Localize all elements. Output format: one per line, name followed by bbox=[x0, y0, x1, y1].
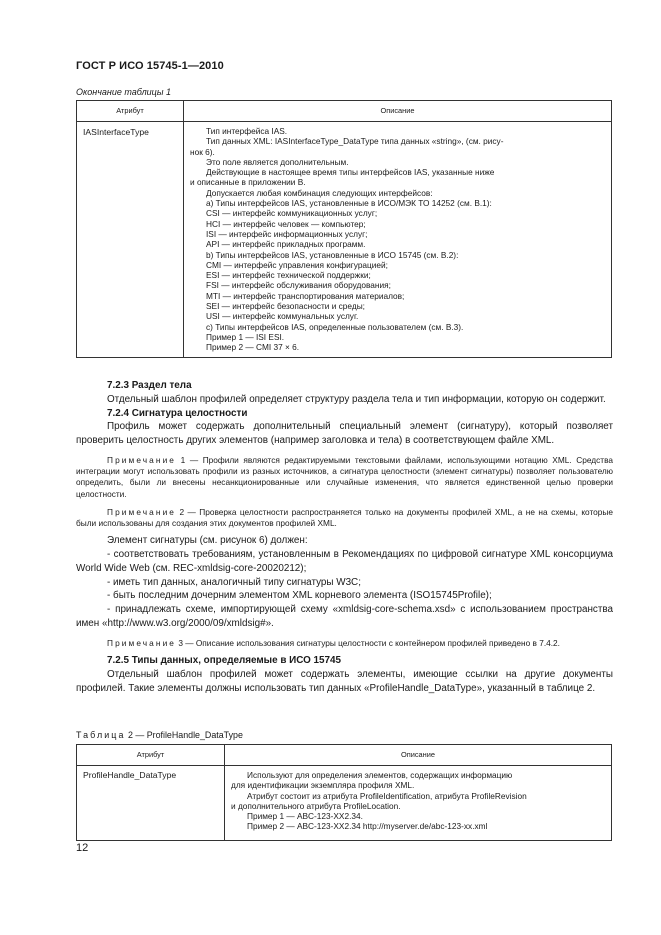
standard-header: ГОСТ Р ИСО 15745-1—2010 bbox=[76, 60, 224, 72]
table2-desc-cell bbox=[225, 766, 612, 841]
desc-line: Пример 1 — ISI ESI. bbox=[206, 331, 285, 342]
section-7-2-3-to-7-2-5 bbox=[76, 379, 613, 695]
note-text: 2 — Проверка целостности распространяется только на документы профилей XML, а не на схемы, которые были использованы для создания этих документов профилей XML. bbox=[76, 506, 613, 528]
section-heading-7-2-5: 7.2.5 Типы данных, определяемые в ИСО 15745 bbox=[107, 654, 342, 666]
note-3 bbox=[76, 638, 613, 649]
desc-line: HCI — интерфейс человек — компьютер; bbox=[206, 218, 366, 229]
list-item: - быть последним дочерним элементом XML корневого элемента (ISO15745Profile); bbox=[107, 590, 492, 602]
desc-line: Пример 2 — CMI 37 × 6. bbox=[206, 342, 300, 353]
desc-line: FSI — интерфейс обслуживания оборудования; bbox=[206, 280, 391, 291]
note-text: 3 — Описание использования сигнатуры целостности с контейнером профилей приведено в 7.4.2. bbox=[176, 637, 560, 648]
note-1 bbox=[76, 455, 613, 500]
desc-line: b) Типы интерфейсов IAS, установленные в ИСО 15745 (см. B.2): bbox=[206, 249, 459, 260]
list-item: - принадлежать схеме, импортирующей схему «xmldsig-core-schema.xsd» с использованием пространства имен «http://www.w3.org/2000/09/xmldsig#». bbox=[76, 604, 613, 629]
table1-caption: Окончание таблицы 1 bbox=[76, 87, 171, 97]
table1-header-attribute: Атрибут bbox=[77, 101, 184, 122]
desc-line: для идентификации экземпляра профиля XML. bbox=[231, 780, 415, 791]
desc-line: Тип интерфейса IAS. bbox=[206, 126, 288, 136]
note-label: Примечание bbox=[107, 637, 177, 648]
table2-caption bbox=[76, 730, 243, 740]
desc-line: USI — интерфейс коммунальных услуг. bbox=[206, 311, 359, 322]
note-2 bbox=[76, 507, 613, 529]
table1-desc-cell bbox=[184, 122, 612, 358]
desc-line: Это поле является дополнительным. bbox=[206, 156, 349, 167]
desc-line: CSI — интерфейс коммуникационных услуг; bbox=[206, 208, 378, 219]
desc-line: API — интерфейс прикладных программ. bbox=[206, 239, 366, 250]
desc-line: и описанные в приложении B. bbox=[190, 177, 306, 188]
desc-line: ISI — интерфейс информационных услуг; bbox=[206, 228, 368, 239]
desc-line: a) Типы интерфейсов IAS, установленные в ИСО/МЭК ТО 14252 (см. B.1): bbox=[206, 198, 492, 209]
desc-line: Допускается любая комбинация следующих интерфейсов: bbox=[206, 187, 433, 198]
table2-header-attribute: Атрибут bbox=[77, 745, 225, 766]
note-label: Примечание bbox=[107, 506, 177, 517]
section-heading-7-2-4: 7.2.4 Сигнатура целостности bbox=[107, 407, 248, 419]
desc-line: Действующие в настоящее время типы интерфейсов IAS, указанные ниже bbox=[206, 167, 495, 178]
table-1 bbox=[76, 100, 612, 358]
desc-line: Тип данных XML: IASInterfaceType_DataType типа данных «string», (см. рису- bbox=[206, 136, 504, 147]
section-heading-7-2-3: 7.2.3 Раздел тела bbox=[107, 380, 192, 391]
table2-header-description: Описание bbox=[225, 745, 612, 766]
list-item: - соответствовать требованиям, установленным в Рекомендациях по цифровой сигнатуре XML консорциума World Wide Web (см. REC-xmldsig-core-20020212); bbox=[76, 549, 613, 574]
paragraph: Отдельный шаблон профилей может содержать элементы, имеющие ссылки на другие документы профилей. Такие элементы должны использовать тип данных «ProfileHandle_DataType», указанный в таблице 2. bbox=[76, 668, 613, 694]
paragraph: Профиль может содержать дополнительный специальный элемент (сигнатуру), который позволяет проверить целостность других элементов (например заголовка и тела) в соответствующем файле XML. bbox=[76, 421, 613, 447]
note-text: 1 — Профили являются редактируемыми текстовыми файлами, использующими нотацию XML. Средства интеграции могут использовать профили из разных источников, а сигнатура целостности (элемент сигнатуры) позволяет пользователю определить, были ли внесены несанкционированные или случайные изменения, что является единственной целью проверки целостности. bbox=[76, 454, 613, 499]
table2-attr-cell: ProfileHandle_DataType bbox=[77, 766, 225, 841]
desc-line: и дополнительного атрибута ProfileLocation. bbox=[231, 800, 401, 811]
desc-line: Используют для определения элементов, содержащих информацию bbox=[247, 770, 513, 780]
desc-line: SEI — интерфейс безопасности и среды; bbox=[206, 301, 365, 312]
table1-attr-cell: IASInterfaceType bbox=[77, 122, 184, 358]
desc-line: нок 6). bbox=[190, 146, 215, 157]
note-label: Примечание bbox=[107, 454, 177, 465]
desc-line: Пример 2 — ABC-123-XX2.34 http://myserver.de/abc-123-xx.xml bbox=[247, 821, 488, 832]
desc-line: ESI — интерфейс технической поддержки; bbox=[206, 270, 371, 281]
table2-caption-text: 2 — ProfileHandle_DataType bbox=[125, 730, 243, 740]
table-2 bbox=[76, 744, 612, 841]
desc-line: MTI — интерфейс транспортирования материалов; bbox=[206, 290, 405, 301]
table-row bbox=[77, 766, 612, 841]
table-row bbox=[77, 122, 612, 358]
desc-line: CMI — интерфейс управления конфигурацией; bbox=[206, 259, 388, 270]
table2-caption-label: Таблица bbox=[76, 730, 126, 740]
desc-line: Атрибут состоит из атрибута ProfileIdentification, атрибута ProfileRevision bbox=[247, 790, 527, 801]
paragraph: Элемент сигнатуры (см. рисунок 6) должен: bbox=[107, 535, 308, 547]
page-number: 12 bbox=[76, 842, 89, 854]
list-item: - иметь тип данных, аналогичный типу сигнатуры W3C; bbox=[107, 576, 361, 588]
desc-line: c) Типы интерфейсов IAS, определенные пользователем (см. B.3). bbox=[206, 321, 464, 332]
desc-line: Пример 1 — ABC-123-XX2.34. bbox=[247, 811, 363, 822]
paragraph: Отдельный шаблон профилей определяет структуру раздела тела и тип информации, которую он содержит. bbox=[107, 393, 606, 405]
table1-header-description: Описание bbox=[184, 101, 612, 122]
